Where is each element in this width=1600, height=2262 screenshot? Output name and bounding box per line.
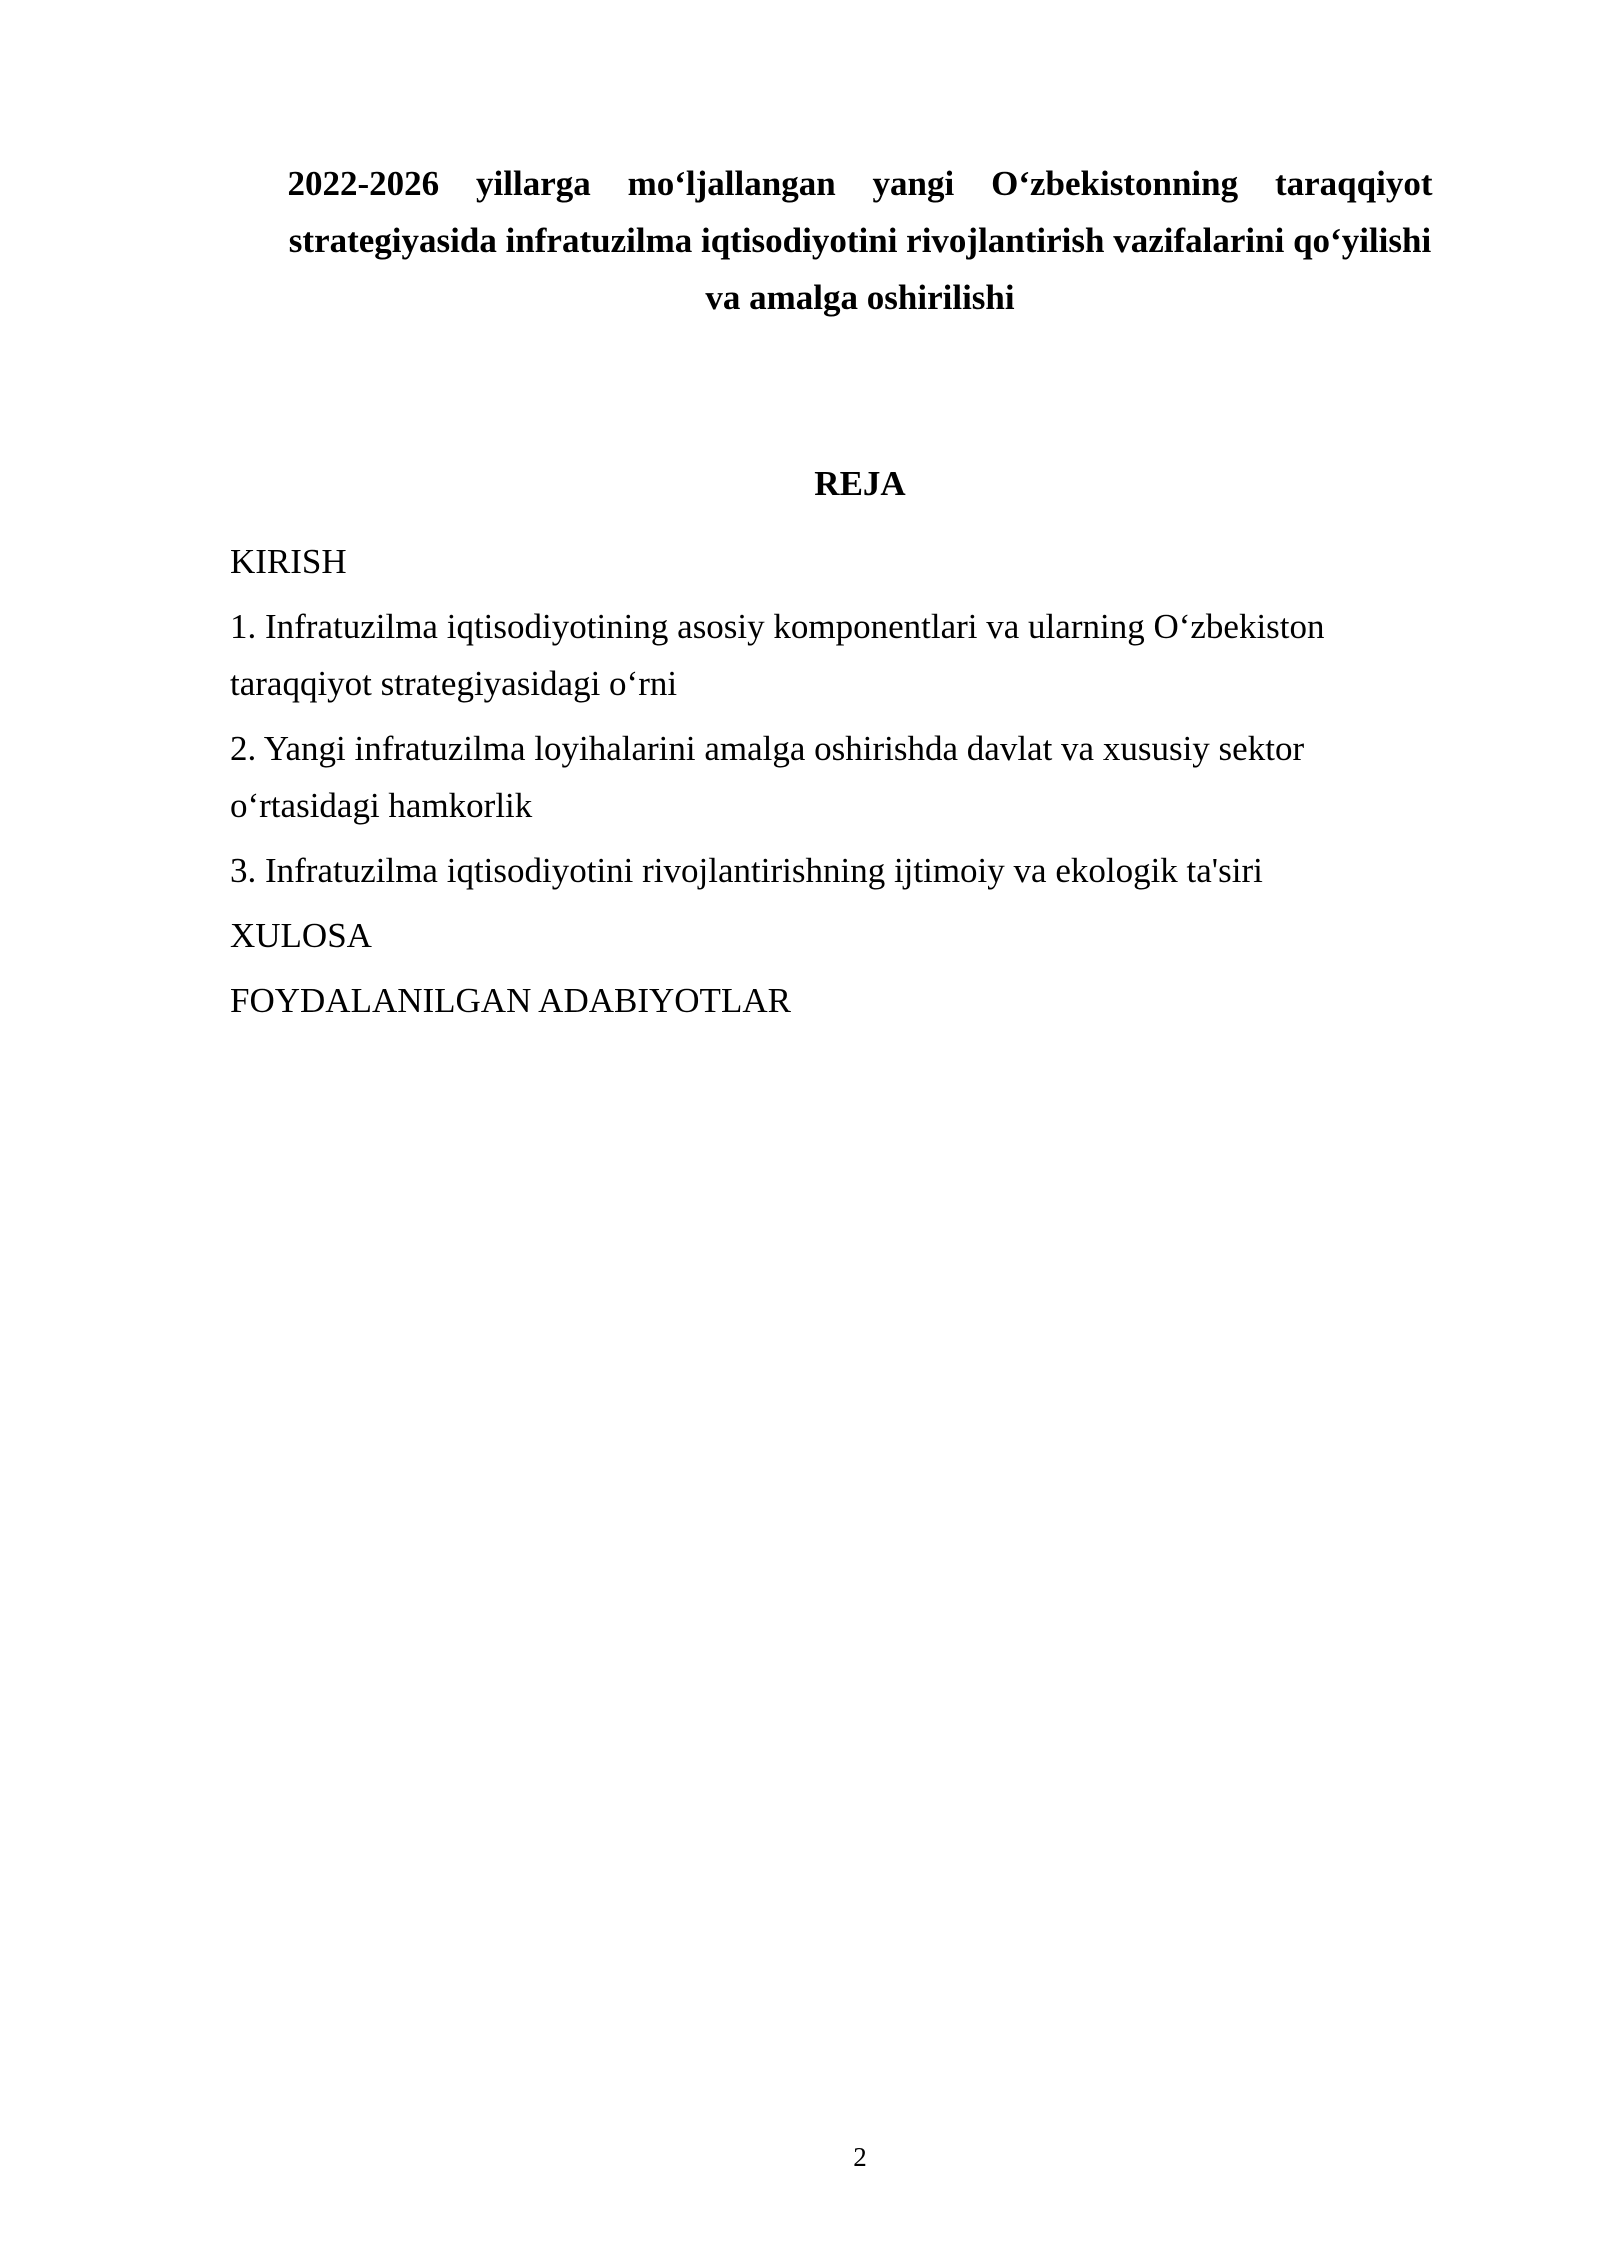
plan-heading: REJA [814,464,906,503]
page-number: 2 [853,2142,867,2172]
plan-item-1: 1. Infratuzilma iqtisodiyotining asosiy komponentlari va ularning O‘zbekiston taraqqiyot strategiyasidagi o‘rni [230,607,1325,703]
title-line-2: strategiyasida infratuzilma iqtisodiyotini rivojlantirish vazifalarini qo‘yilishi [288,221,1432,260]
document-title [230,155,1490,326]
plan-item-conclusion: XULOSA [230,916,372,955]
plan-item-references: FOYDALANILGAN ADABIYOTLAR [230,981,791,1020]
plan-item-3: 3. Infratuzilma iqtisodiyotini rivojlantirishning ijtimoiy va ekologik ta'siri [230,851,1263,890]
title-line-3: va amalga oshirilishi [705,278,1015,317]
title-line-1: 2022-2026 yillarga mo‘ljallangan yangi O‘zbekistonning taraqqiyot [287,164,1433,203]
plan-list [230,533,1460,1037]
plan-item-2: 2. Yangi infratuzilma loyihalarini amalga oshirishda davlat va xususiy sektor o‘rtasidagi hamkorlik [230,729,1305,825]
plan-item-introduction: KIRISH [230,542,347,581]
